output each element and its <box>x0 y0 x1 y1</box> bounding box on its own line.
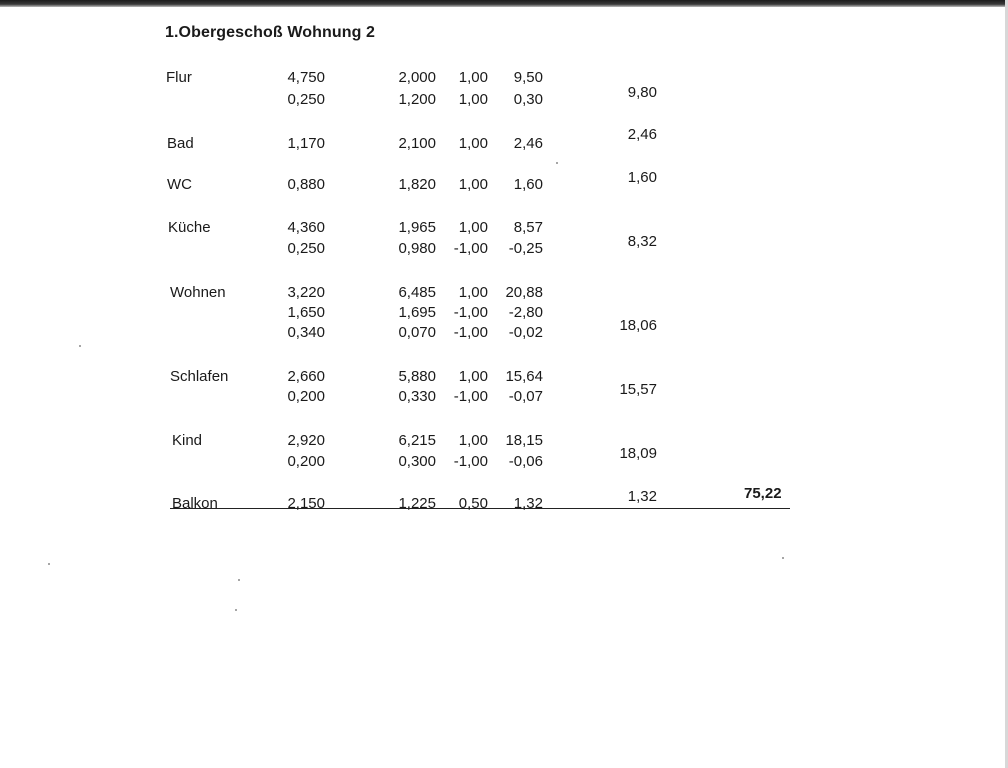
length-cell: 0,880 <box>287 176 325 193</box>
area-cell: 1,60 <box>513 176 543 193</box>
width-cell: 1,695 <box>398 304 436 321</box>
room-total: 1,60 <box>627 169 657 186</box>
factor-cell: 1,00 <box>458 176 488 193</box>
length-cell: 1,650 <box>287 304 325 321</box>
length-cell: 0,250 <box>287 240 325 257</box>
factor-cell: 1,00 <box>458 91 488 108</box>
grand-total: 75,22 <box>744 485 782 502</box>
width-cell: 0,070 <box>398 324 436 341</box>
scan-speck <box>782 557 784 559</box>
summary-underline <box>170 508 790 509</box>
factor-cell: 1,00 <box>458 284 488 301</box>
area-cell: 0,30 <box>513 91 543 108</box>
length-cell: 2,920 <box>287 432 325 449</box>
area-cell: 2,46 <box>513 135 543 152</box>
area-cell: 15,64 <box>505 368 543 385</box>
width-cell: 2,000 <box>398 69 436 86</box>
length-cell: 0,200 <box>287 388 325 405</box>
length-cell: 1,170 <box>287 135 325 152</box>
factor-cell: 1,00 <box>458 219 488 236</box>
scan-speck <box>235 609 237 611</box>
length-cell: 2,150 <box>287 495 325 512</box>
room-total: 15,57 <box>619 381 657 398</box>
factor-cell: 1,00 <box>458 135 488 152</box>
length-cell: 0,340 <box>287 324 325 341</box>
room-total: 1,32 <box>627 488 657 505</box>
factor-cell: -1,00 <box>453 388 488 405</box>
factor-cell: -1,00 <box>453 240 488 257</box>
room-name: WC <box>167 176 192 193</box>
room-name: Wohnen <box>170 284 226 301</box>
factor-cell: -1,00 <box>453 304 488 321</box>
width-cell: 0,330 <box>398 388 436 405</box>
area-cell: -0,07 <box>508 388 543 405</box>
area-cell: 18,15 <box>505 432 543 449</box>
width-cell: 1,820 <box>398 176 436 193</box>
width-cell: 2,100 <box>398 135 436 152</box>
area-cell: 8,57 <box>513 219 543 236</box>
area-cell: -0,06 <box>508 453 543 470</box>
room-total: 2,46 <box>627 126 657 143</box>
scan-speck <box>79 345 81 347</box>
width-cell: 1,965 <box>398 219 436 236</box>
room-name: Flur <box>166 69 192 86</box>
room-name: Schlafen <box>170 368 229 385</box>
width-cell: 0,980 <box>398 240 436 257</box>
room-total: 9,80 <box>627 84 657 101</box>
length-cell: 3,220 <box>287 284 325 301</box>
length-cell: 0,250 <box>287 91 325 108</box>
factor-cell: -1,00 <box>453 324 488 341</box>
length-cell: 4,750 <box>287 69 325 86</box>
width-cell: 1,200 <box>398 91 436 108</box>
room-name: Balkon <box>172 495 218 512</box>
width-cell: 0,300 <box>398 453 436 470</box>
area-cell: -0,25 <box>508 240 543 257</box>
length-cell: 2,660 <box>287 368 325 385</box>
area-cell: 1,32 <box>513 495 543 512</box>
scan-speck <box>556 162 558 164</box>
area-cell: -2,80 <box>508 304 543 321</box>
factor-cell: 1,00 <box>458 69 488 86</box>
room-total: 18,06 <box>619 317 657 334</box>
width-cell: 1,225 <box>398 495 436 512</box>
factor-cell: 1,00 <box>458 432 488 449</box>
scan-speck <box>48 563 50 565</box>
room-name: Bad <box>167 135 194 152</box>
page-title: 1.Obergeschoß Wohnung 2 <box>165 24 376 41</box>
area-cell: 20,88 <box>505 284 543 301</box>
area-cell: -0,02 <box>508 324 543 341</box>
width-cell: 6,215 <box>398 432 436 449</box>
room-name: Küche <box>168 219 211 236</box>
length-cell: 0,200 <box>287 453 325 470</box>
scan-speck <box>238 579 240 581</box>
area-cell: 9,50 <box>513 69 543 86</box>
room-total: 18,09 <box>619 445 657 462</box>
factor-cell: -1,00 <box>453 453 488 470</box>
room-total: 8,32 <box>627 233 657 250</box>
factor-cell: 1,00 <box>458 368 488 385</box>
factor-cell: 0,50 <box>458 495 488 512</box>
width-cell: 5,880 <box>398 368 436 385</box>
width-cell: 6,485 <box>398 284 436 301</box>
length-cell: 4,360 <box>287 219 325 236</box>
room-name: Kind <box>172 432 203 449</box>
